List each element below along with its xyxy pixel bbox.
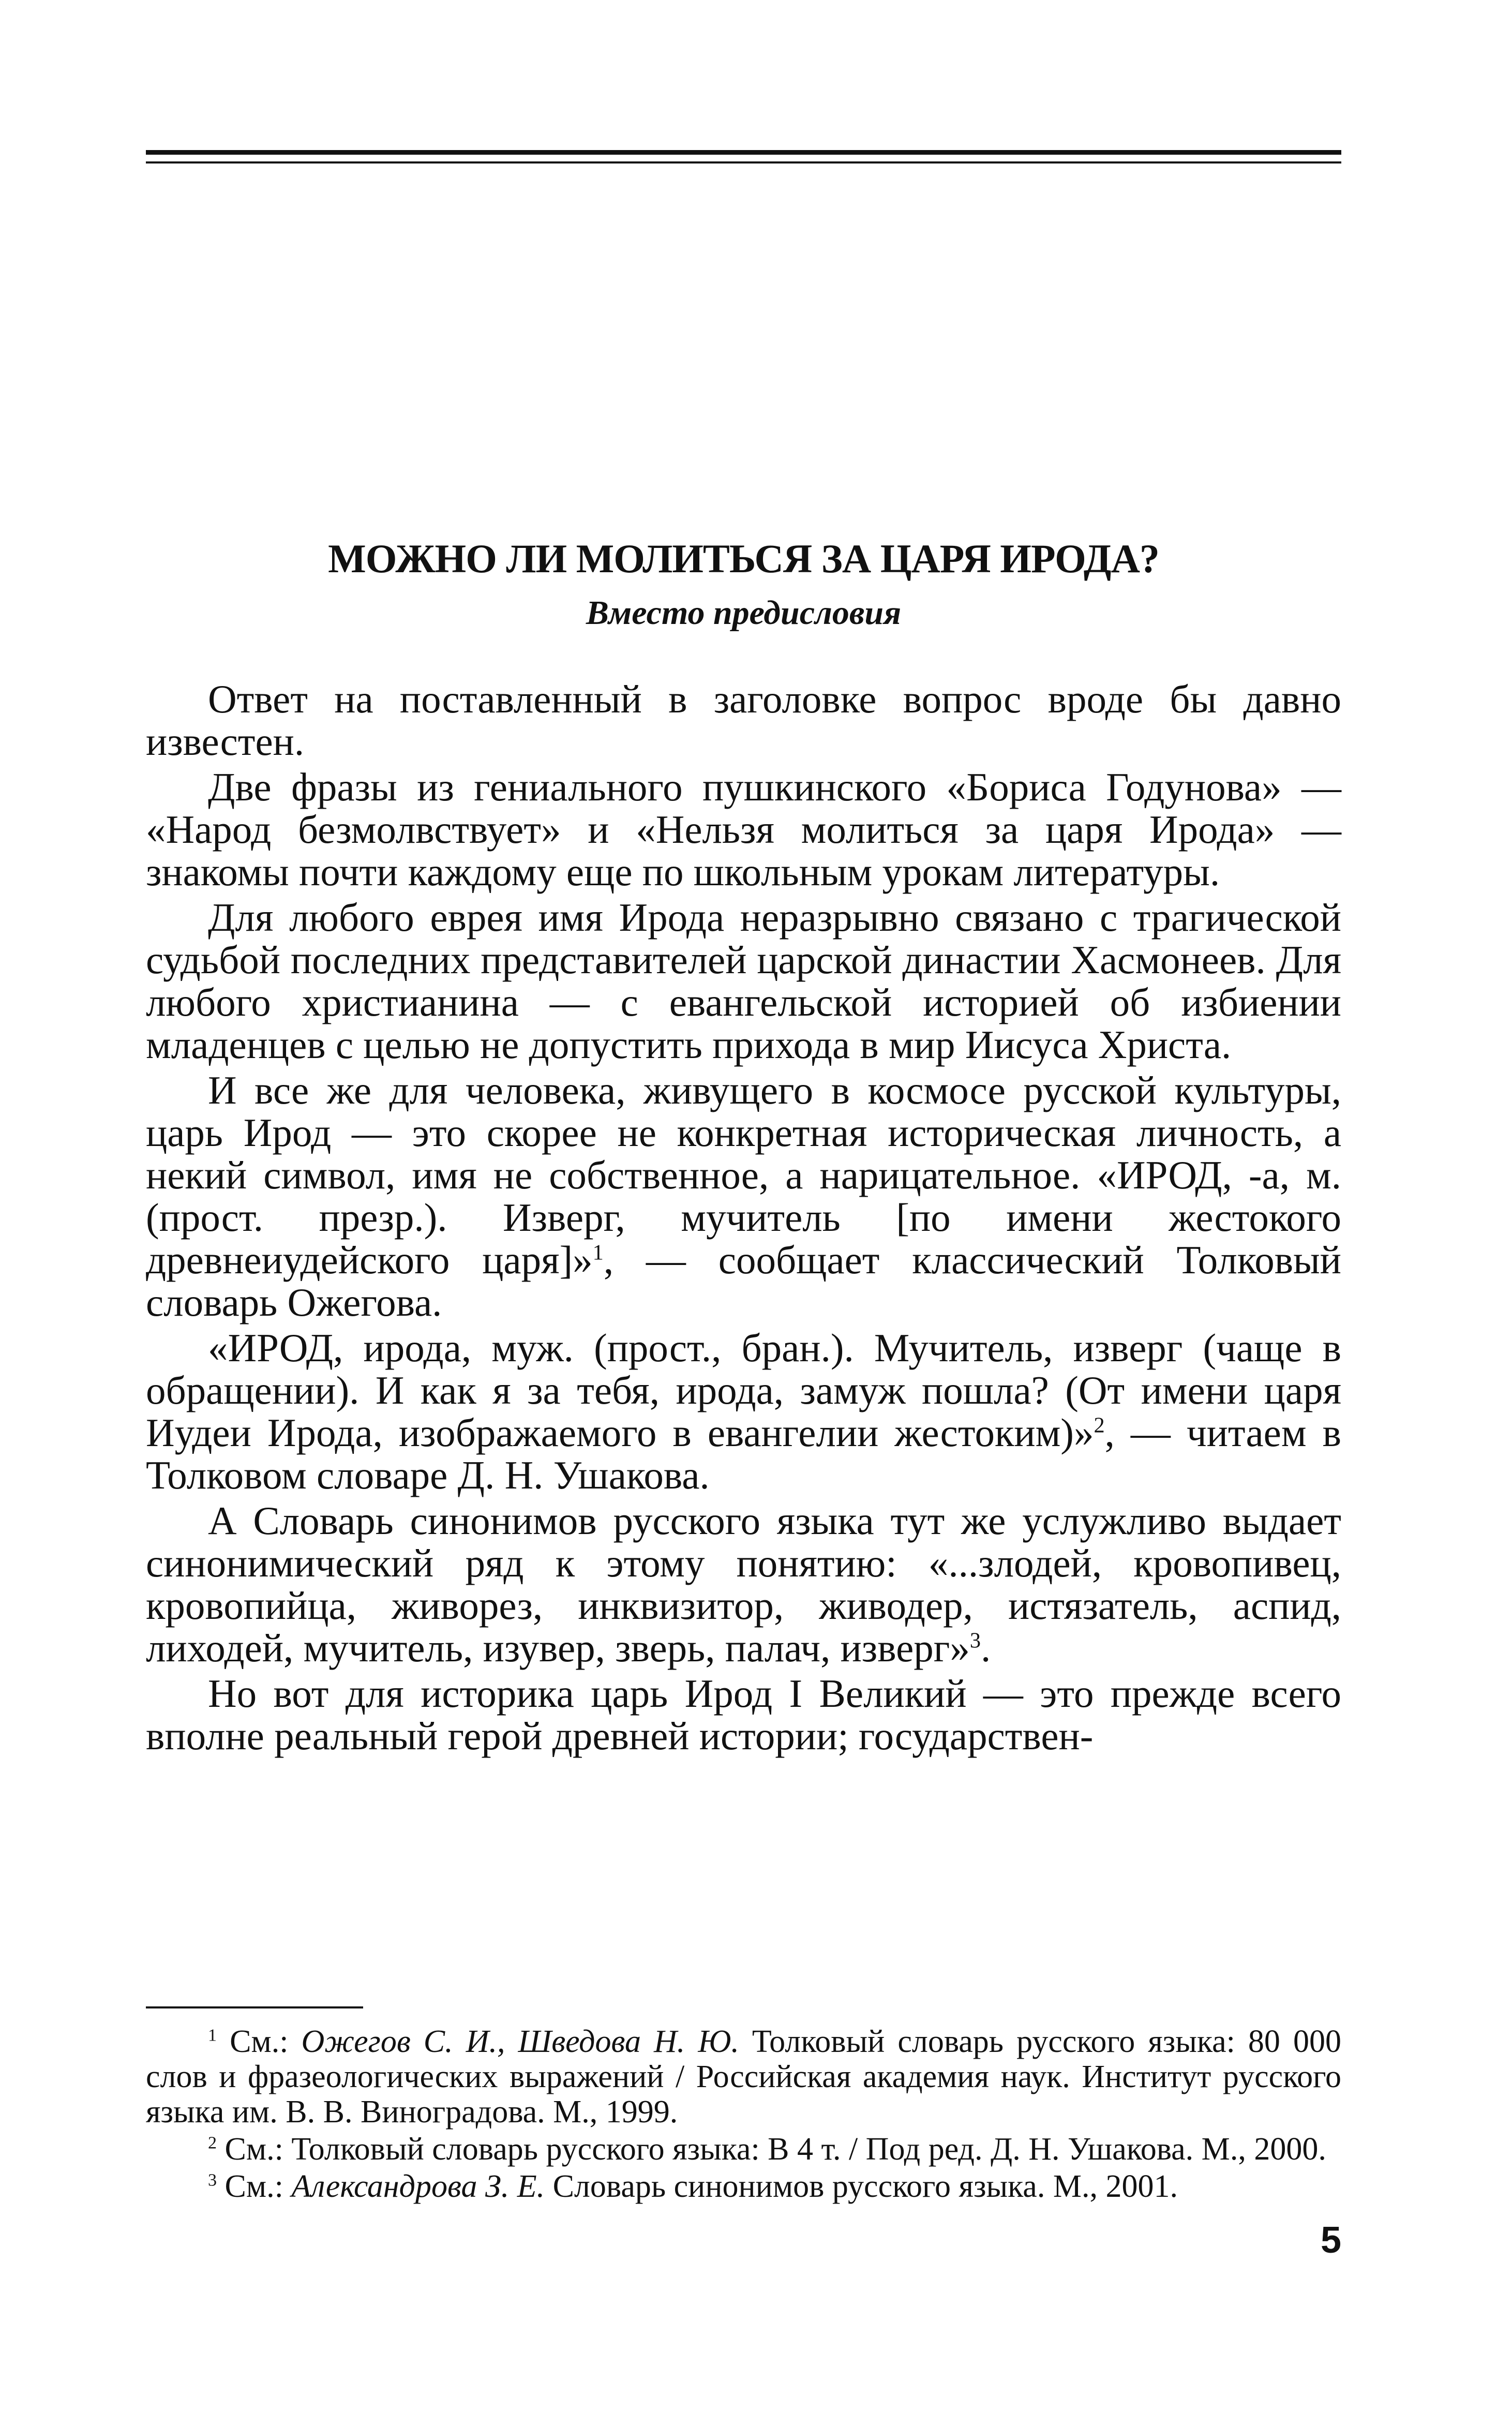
footnotes [146, 2024, 1341, 2206]
chapter-title: МОЖНО ЛИ МОЛИТЬСЯ ЗА ЦАРЯ ИРОДА? [328, 536, 1159, 581]
main-text [146, 678, 1341, 1760]
footnote-mark: 2 [208, 2133, 217, 2153]
paragraph: Две фразы из гениального пушкинского «Бориса Годунова» — «Народ безмолвствует» и «Нельзя молиться за царя Ирода» — знакомы почти каждому еще по школьным урокам литературы. [146, 765, 1341, 894]
footnote: $^1$ См.: Ожегов С. И., Шведова Н. Ю. Толковый словарь русского языка: 80 000 слов и фразеологических выражений / Российская академия наук. Институт русского языка им. В. В. Виноградова. М., 1999. [146, 2024, 1341, 2130]
chapter-subtitle: Вместо предисловия [586, 594, 902, 632]
footnote-ref: 3 [969, 1628, 981, 1653]
header-rule-thick [146, 150, 1341, 155]
footnote-author: Ожегов С. И., Шведова Н. Ю. [301, 2024, 739, 2059]
footnote-ref: 2 [1094, 1413, 1105, 1438]
footnote-author: Александрова З. Е. [291, 2169, 545, 2204]
paragraph: И все же для человека, живущего в космосе русской культуры, царь Ирод — это скорее не конкретная историческая личность, а некий символ, имя не собственное, а нарицательное. «ИРОД, -а, м. (прост. презр.). Изверг, мучитель [по имени жестокого древнеиудейского царя]»$^1$, — сообщает классический Толковый словарь Ожегова. [146, 1068, 1341, 1324]
footnote-mark: 3 [208, 2170, 217, 2190]
paragraph: Для любого еврея имя Ирода неразрывно связано с трагической судьбой последних представителей царской династии Хасмонеев. Для любого христианина — с евангельской историей об избиении младенцев с целью не допустить прихода в мир Иисуса Христа. [146, 895, 1341, 1067]
footnote-separator [146, 2006, 363, 2008]
page-number: 5 [1320, 2220, 1341, 2261]
footnote-ref: 1 [592, 1240, 604, 1265]
footnote: $^2$ См.: Толковый словарь русского языка: В 4 т. / Под ред. Д. Н. Ушакова. М., 2000. [208, 2132, 1326, 2167]
paragraph: «ИРОД, ирода, муж. (прост., бран.). Мучитель, изверг (чаще в обращении). И как я за тебя, ирода, замуж пошла? (От имени царя Иудеи Ирода, изображаемого в евангелии жестоким)»$^2$, — читаем в Толковом словаре Д. Н. Ушакова. [146, 1326, 1341, 1497]
paragraph: Но вот для историка царь Ирод I Великий — это прежде всего вполне реальный герой древней истории; государствен- [146, 1671, 1341, 1758]
footnote-mark: 1 [208, 2026, 217, 2045]
header-rule-thin [146, 161, 1341, 163]
paragraph: А Словарь синонимов русского языка тут же услужливо выдает синонимический ряд к этому понятию: «...злодей, кровопивец, кровопийца, живорез, инквизитор, живодер, истязатель, аспид, лиходей, мучитель, изувер, зверь, палач, изверг»$^3$. [146, 1498, 1341, 1670]
footnote: $^3$ См.: Александрова З. Е. Словарь синонимов русского языка. М., 2001. [208, 2169, 1178, 2204]
paragraph: Ответ на поставленный в заголовке вопрос вроде бы давно известен. [146, 677, 1341, 764]
